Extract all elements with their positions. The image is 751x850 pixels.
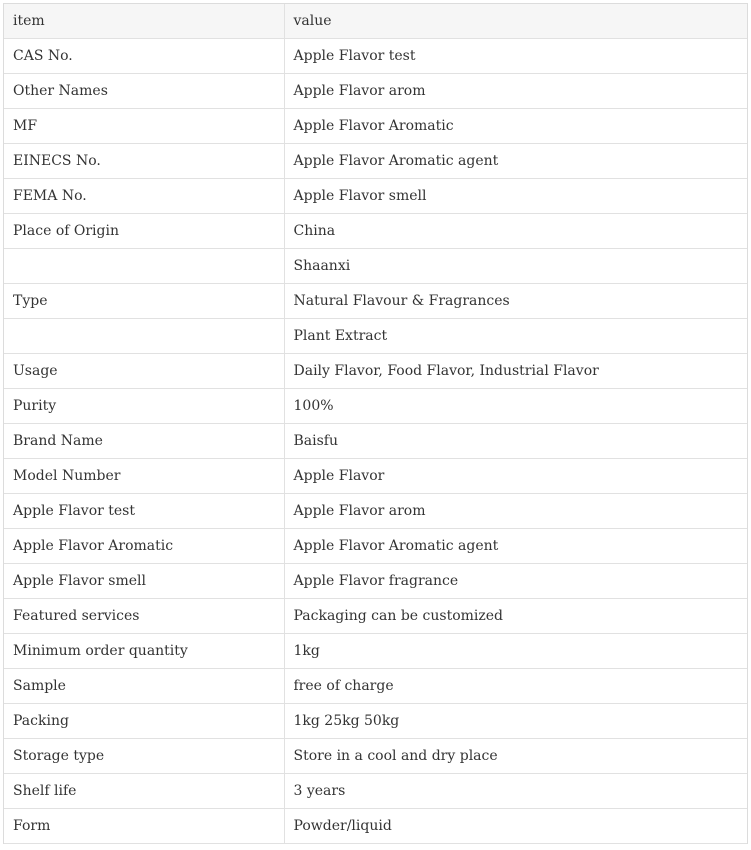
cell-value: 1kg 25kg 50kg [284,704,747,739]
table-row [4,529,747,564]
table-row [4,459,747,494]
cell-item: Usage [4,354,284,389]
cell-item: Form [4,809,284,844]
cell-value: Daily Flavor, Food Flavor, Industrial Flavor [284,354,747,389]
cell-value: Apple Flavor fragrance [284,564,747,599]
table-row [4,284,747,319]
table-row [4,494,747,529]
cell-value: free of charge [284,669,747,704]
cell-value: 100% [284,389,747,424]
cell-value: China [284,214,747,249]
cell-value: Store in a cool and dry place [284,739,747,774]
table-row [4,354,747,389]
table-row [4,809,747,844]
cell-item: EINECS No. [4,144,284,179]
cell-value: Apple Flavor smell [284,179,747,214]
cell-item: Featured services [4,599,284,634]
spec-table-container [3,3,748,844]
spec-table [4,4,747,844]
table-body [4,39,747,844]
cell-item: Packing [4,704,284,739]
cell-item: Sample [4,669,284,704]
cell-value: Apple Flavor Aromatic agent [284,144,747,179]
table-row [4,634,747,669]
table-row [4,249,747,284]
cell-value: Apple Flavor arom [284,74,747,109]
table-row [4,74,747,109]
cell-item: Type [4,284,284,319]
cell-value: Apple Flavor arom [284,494,747,529]
table-row [4,564,747,599]
table-row [4,144,747,179]
cell-value: Natural Flavour & Fragrances [284,284,747,319]
cell-item: CAS No. [4,39,284,74]
table-row [4,389,747,424]
cell-item: Apple Flavor smell [4,564,284,599]
cell-value: Apple Flavor test [284,39,747,74]
cell-value: Powder/liquid [284,809,747,844]
table-row [4,774,747,809]
column-header-item: item [4,4,284,39]
cell-item: FEMA No. [4,179,284,214]
cell-item: Other Names [4,74,284,109]
cell-item [4,249,284,284]
cell-value: 3 years [284,774,747,809]
table-row [4,179,747,214]
table-row [4,704,747,739]
table-header-row [4,4,747,39]
cell-value: Apple Flavor Aromatic [284,109,747,144]
cell-item: Storage type [4,739,284,774]
cell-item: Apple Flavor test [4,494,284,529]
cell-item: Purity [4,389,284,424]
table-row [4,599,747,634]
table-row [4,39,747,74]
table-row [4,109,747,144]
table-row [4,739,747,774]
cell-value: Plant Extract [284,319,747,354]
cell-value: Shaanxi [284,249,747,284]
cell-item: Shelf life [4,774,284,809]
cell-item: Model Number [4,459,284,494]
cell-value: Apple Flavor Aromatic agent [284,529,747,564]
table-row [4,214,747,249]
table-row [4,319,747,354]
cell-item: Brand Name [4,424,284,459]
cell-item: Apple Flavor Aromatic [4,529,284,564]
table-row [4,424,747,459]
cell-value: Packaging can be customized [284,599,747,634]
cell-value: Baisfu [284,424,747,459]
table-row [4,669,747,704]
cell-item: Minimum order quantity [4,634,284,669]
cell-item: Place of Origin [4,214,284,249]
cell-value: Apple Flavor [284,459,747,494]
cell-value: 1kg [284,634,747,669]
cell-item: MF [4,109,284,144]
cell-item [4,319,284,354]
column-header-value: value [284,4,747,39]
